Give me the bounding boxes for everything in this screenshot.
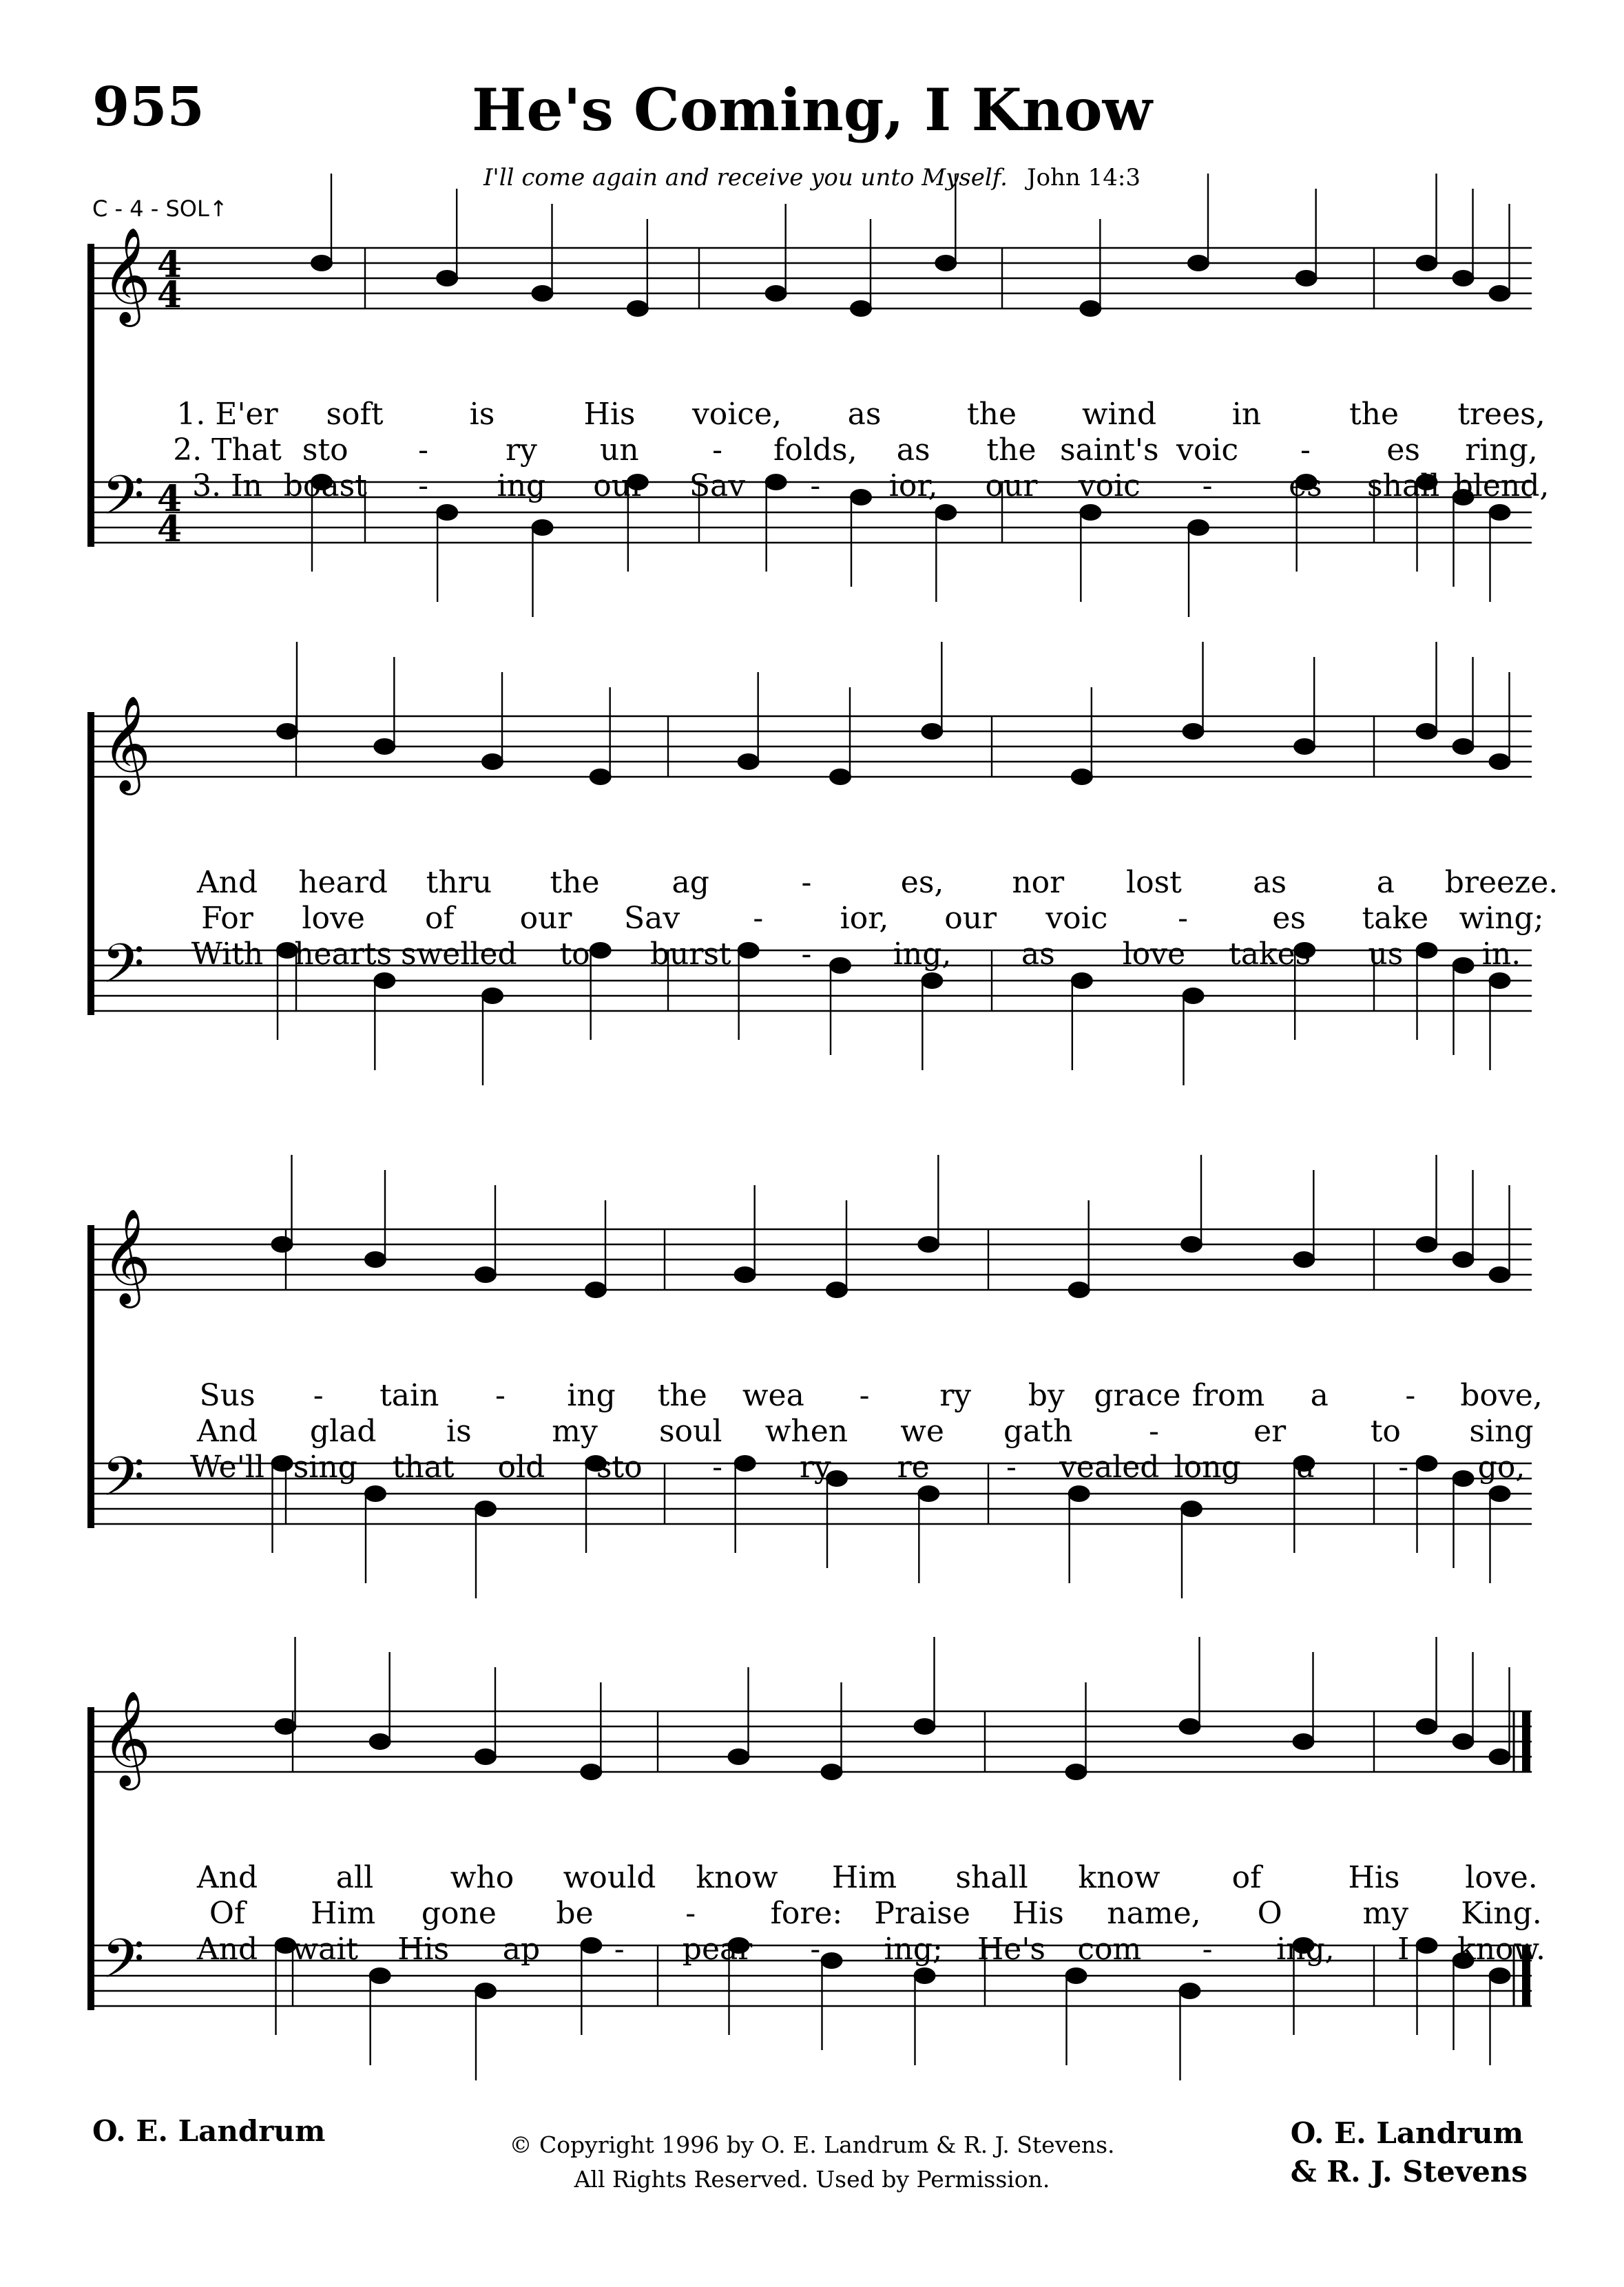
treble-note-head <box>276 723 298 740</box>
lyric-syllable: We'll <box>190 1450 264 1485</box>
lyric-syllable: wait <box>292 1932 359 1967</box>
bass-note-head <box>1065 1967 1087 1984</box>
lyric-syllable: shall <box>1367 468 1440 503</box>
bass-note-head <box>436 504 458 521</box>
treble-note-head <box>921 723 943 740</box>
lyric-syllable: ing <box>497 468 546 503</box>
bass-time-signature-top: 4 <box>157 478 183 520</box>
lyric-syllable: us <box>1368 937 1404 972</box>
lyric-syllable: - <box>1202 1932 1213 1967</box>
lyric-syllable: folds, <box>773 432 857 468</box>
lyric-syllable: go, <box>1477 1450 1526 1485</box>
lyric-syllable: O <box>1257 1896 1282 1931</box>
bass-note-head <box>1068 1485 1090 1502</box>
lyric-syllable: His <box>1012 1896 1064 1931</box>
bass-note-head <box>475 1501 497 1517</box>
lyric-syllable: by <box>1028 1378 1065 1413</box>
lyric-syllable: old <box>497 1450 545 1485</box>
treble-note-head <box>1453 270 1475 286</box>
lyric-syllable: a <box>1376 865 1395 900</box>
lyric-syllable: love <box>1122 937 1186 972</box>
treble-note-head <box>373 738 395 755</box>
treble-note-head <box>1489 753 1511 770</box>
lyric-syllable: ing, <box>893 937 952 972</box>
lyric-syllable: of <box>1231 1860 1262 1895</box>
treble-note-head <box>475 1748 497 1765</box>
treble-note-head <box>1453 738 1475 755</box>
lyric-syllable: - <box>712 432 722 468</box>
treble-note-head <box>1079 300 1101 317</box>
treble-note-head <box>1065 1764 1087 1780</box>
bass-clef-icon: 𝄢 <box>102 932 145 1009</box>
bass-note-head <box>1187 519 1209 536</box>
lyric-syllable: ring, <box>1465 432 1538 468</box>
treble-note-head <box>1489 1266 1511 1283</box>
lyric-syllable: lost <box>1126 865 1182 900</box>
lyric-syllable: gath <box>1003 1414 1073 1449</box>
lyric-syllable: is <box>446 1414 472 1449</box>
lyric-syllable: ing; <box>884 1932 943 1967</box>
lyric-syllable: Praise <box>874 1896 970 1931</box>
lyric-syllable: com <box>1077 1932 1142 1967</box>
lyric-syllable: Sav <box>689 468 746 503</box>
bass-note-head <box>917 1485 939 1502</box>
treble-note-head <box>311 255 333 271</box>
bass-note-head <box>475 1983 497 1999</box>
lyric-syllable: vealed <box>1059 1450 1160 1485</box>
treble-note-head <box>914 1718 936 1735</box>
bass-note-head <box>1489 1485 1511 1502</box>
treble-clef-icon: 𝄞 <box>102 1209 151 1304</box>
bass-note-head <box>1183 988 1205 1004</box>
lyric-syllable: ry <box>799 1450 831 1485</box>
treble-note-head <box>271 1236 293 1253</box>
treble-clef-icon: 𝄞 <box>102 696 151 791</box>
treble-note-head <box>728 1748 750 1765</box>
lyric-syllable: 3. In <box>192 468 262 503</box>
bass-note-head <box>734 1455 756 1472</box>
treble-note-head <box>734 1266 756 1283</box>
lyric-syllable: in. <box>1481 937 1521 972</box>
bass-note-head <box>1453 1470 1475 1487</box>
lyric-syllable: voice, <box>691 397 782 432</box>
treble-note-head <box>585 1282 607 1298</box>
lyric-syllable: of <box>424 901 455 936</box>
lyric-syllable: pear <box>682 1932 753 1967</box>
lyric-syllable: - <box>859 1378 870 1413</box>
lyric-syllable: as <box>896 432 930 468</box>
treble-note-head <box>1293 1251 1315 1268</box>
scripture-reference: John 14:3 <box>1026 164 1141 191</box>
lyric-syllable: the <box>986 432 1037 468</box>
lyric-syllable: be <box>556 1896 594 1931</box>
treble-note-head <box>826 1282 848 1298</box>
lyric-syllable: trees, <box>1457 397 1545 432</box>
lyric-syllable: wing; <box>1459 901 1544 936</box>
lyric-syllable: the <box>657 1378 707 1413</box>
bass-time-signature-bottom: 4 <box>157 508 183 550</box>
lyric-syllable: the <box>1349 397 1399 432</box>
bass-note-head <box>1416 1455 1438 1472</box>
bass-note-head <box>821 1952 843 1969</box>
bass-note-head <box>1179 1983 1201 1999</box>
treble-note-head <box>1295 270 1318 286</box>
lyric-syllable: from <box>1191 1378 1265 1413</box>
lyric-syllable: ing <box>567 1378 616 1413</box>
treble-note-head <box>580 1764 602 1780</box>
treble-note-head <box>738 753 760 770</box>
lyric-syllable: - <box>753 901 764 936</box>
lyric-syllable: fore: <box>770 1896 843 1931</box>
lyric-syllable: voic <box>1045 901 1108 936</box>
lyric-syllable: Of <box>209 1896 246 1931</box>
lyric-syllable: when <box>764 1414 849 1449</box>
bass-clef-icon: 𝄢 <box>102 463 145 541</box>
key-info: C - 4 - SOL↑ <box>92 196 228 222</box>
lyric-syllable: ry <box>939 1378 972 1413</box>
lyric-syllable: wea <box>742 1378 804 1413</box>
composer-credit: O. E. Landrum <box>92 2114 326 2148</box>
lyric-syllable: thru <box>426 865 492 900</box>
lyric-syllable: sto <box>596 1450 643 1485</box>
lyric-syllable: our <box>593 468 646 503</box>
lyric-syllable: ap <box>502 1932 541 1967</box>
treble-note-head <box>765 285 787 302</box>
bass-note-head <box>1489 504 1511 521</box>
treble-time-signature-top: 4 <box>157 244 183 286</box>
bass-note-head <box>829 957 851 974</box>
lyric-syllable: name, <box>1107 1896 1201 1931</box>
lyric-syllable: ior, <box>840 901 889 936</box>
lyric-syllable: takes <box>1229 937 1311 972</box>
rights-line: All Rights Reserved. Used by Permission. <box>574 2166 1050 2193</box>
lyric-syllable: es, <box>900 865 944 900</box>
treble-time-signature-bottom: 4 <box>157 274 183 316</box>
bass-note-head <box>1071 972 1093 989</box>
lyric-syllable: - <box>1202 468 1213 503</box>
lyric-syllable: take <box>1362 901 1429 936</box>
lyric-syllable: as <box>1021 937 1055 972</box>
lyric-syllable: as <box>1253 865 1287 900</box>
treble-note-head <box>821 1764 843 1780</box>
treble-note-head <box>1068 1282 1090 1298</box>
bass-note-head <box>921 972 943 989</box>
treble-note-head <box>475 1266 497 1283</box>
lyric-syllable: And <box>196 1932 258 1967</box>
lyric-syllable: re <box>897 1450 930 1485</box>
bass-note-head <box>481 988 503 1004</box>
treble-note-head <box>1453 1251 1475 1268</box>
lyric-syllable: sto <box>302 432 348 468</box>
lyric-syllable: For <box>201 901 253 936</box>
lyric-syllable: grace <box>1094 1378 1181 1413</box>
lyric-syllable: blend, <box>1453 468 1550 503</box>
lyric-syllable: - <box>685 1896 696 1931</box>
lyric-syllable: He's <box>977 1932 1045 1967</box>
lyric-syllable: the <box>966 397 1017 432</box>
treble-clef-icon: 𝄞 <box>102 1691 151 1786</box>
lyric-syllable: saint's <box>1059 432 1159 468</box>
lyric-syllable: our <box>985 468 1038 503</box>
lyric-syllable: my <box>1362 1896 1409 1931</box>
lyric-syllable: in <box>1231 397 1262 432</box>
treble-note-head <box>1416 723 1438 740</box>
lyric-syllable: I <box>1397 1932 1410 1967</box>
lyric-syllable: With <box>191 937 264 972</box>
lyric-syllable: - <box>810 1932 821 1967</box>
treble-note-head <box>1293 738 1315 755</box>
copyright-line: © Copyright 1996 by O. E. Landrum & R. J. Stevens. <box>509 2131 1115 2158</box>
lyric-syllable: - <box>1398 1450 1409 1485</box>
lyric-syllable: 2. That <box>173 432 282 468</box>
treble-note-head <box>1071 769 1093 785</box>
arranger-line-2: & R. J. Stevens <box>1290 2155 1528 2189</box>
bass-note-head <box>850 489 872 505</box>
lyric-syllable: His <box>1348 1860 1400 1895</box>
bass-note-head <box>935 504 957 521</box>
lyric-syllable: would <box>563 1860 656 1895</box>
bass-note-head <box>590 942 612 959</box>
treble-note-head <box>275 1718 297 1735</box>
treble-note-head <box>1293 1733 1315 1750</box>
lyric-syllable: - <box>495 1378 506 1413</box>
bass-note-head <box>1180 1501 1203 1517</box>
lyric-syllable: sing <box>293 1450 357 1485</box>
treble-note-head <box>1416 255 1438 271</box>
lyric-syllable: to <box>1370 1414 1401 1449</box>
bass-note-head <box>364 1485 386 1502</box>
lyric-syllable: King. <box>1461 1896 1542 1931</box>
treble-note-head <box>1180 1236 1203 1253</box>
bass-note-head <box>1416 1937 1438 1954</box>
lyric-syllable: Him <box>311 1896 376 1931</box>
lyric-syllable: that <box>392 1450 455 1485</box>
lyric-syllable: to <box>559 937 590 972</box>
lyric-syllable: soft <box>326 397 384 432</box>
lyric-syllable: - <box>1149 1414 1159 1449</box>
lyric-syllable: heard <box>298 865 388 900</box>
lyric-syllable: as <box>847 397 882 432</box>
bass-note-head <box>373 972 395 989</box>
lyric-syllable: who <box>450 1860 514 1895</box>
lyric-syllable: And <box>196 1860 258 1895</box>
treble-note-head <box>1489 285 1511 302</box>
treble-note-head <box>590 769 612 785</box>
lyric-syllable: burst <box>649 937 731 972</box>
treble-note-head <box>481 753 503 770</box>
lyric-syllable: And <box>196 1414 258 1449</box>
lyric-syllable: our <box>519 901 572 936</box>
treble-note-head <box>1187 255 1209 271</box>
bass-note-head <box>765 474 787 490</box>
treble-note-head <box>627 300 649 317</box>
treble-note-head <box>1416 1718 1438 1735</box>
scripture-quote: I'll come again and receive you unto Myself. <box>483 164 1008 191</box>
bass-note-head <box>369 1967 391 1984</box>
treble-note-head <box>1416 1236 1438 1253</box>
treble-note-head <box>532 285 554 302</box>
lyric-syllable: a <box>1310 1378 1329 1413</box>
bass-clef-icon: 𝄢 <box>102 1927 145 2004</box>
lyric-syllable: - <box>1405 1378 1416 1413</box>
lyric-syllable: know <box>1078 1860 1160 1895</box>
lyric-syllable: sing <box>1469 1414 1534 1449</box>
lyric-syllable: - <box>1006 1450 1017 1485</box>
lyric-syllable: nor <box>1012 865 1065 900</box>
lyric-syllable: His <box>583 397 636 432</box>
lyric-syllable: Sus <box>199 1378 256 1413</box>
lyric-syllable: shall <box>955 1860 1028 1895</box>
lyric-syllable: wind <box>1081 397 1157 432</box>
bass-note-head <box>1453 957 1475 974</box>
lyric-syllable: - <box>801 865 812 900</box>
arranger-credit <box>1291 2114 1528 2191</box>
lyric-syllable: the <box>550 865 600 900</box>
lyric-syllable: ing, <box>1276 1932 1335 1967</box>
treble-note-head <box>1179 1718 1201 1735</box>
lyric-syllable: ior, <box>888 468 938 503</box>
bass-note-head <box>738 942 760 959</box>
lyric-syllable: voic <box>1176 432 1239 468</box>
treble-note-head <box>369 1733 391 1750</box>
lyric-syllable: know <box>696 1860 778 1895</box>
treble-clef-icon: 𝄞 <box>102 227 151 323</box>
bass-note-head <box>580 1937 602 1954</box>
treble-note-head <box>850 300 872 317</box>
lyric-syllable: - <box>313 1378 324 1413</box>
lyric-syllable: we <box>900 1414 944 1449</box>
lyric-syllable: es <box>1386 432 1420 468</box>
lyric-syllable: And <box>196 865 258 900</box>
treble-note-head <box>829 769 851 785</box>
treble-note-head <box>364 1251 386 1268</box>
lyric-syllable: boast <box>283 468 367 503</box>
treble-note-head <box>1453 1733 1475 1750</box>
lyric-syllable: soul <box>658 1414 722 1449</box>
lyric-syllable: love <box>302 901 365 936</box>
lyric-syllable: un <box>599 432 639 468</box>
lyric-syllable: ry <box>505 432 537 468</box>
lyric-syllable: - <box>712 1450 722 1485</box>
lyric-syllable: my <box>552 1414 598 1449</box>
treble-note-head <box>935 255 957 271</box>
treble-note-head <box>917 1236 939 1253</box>
lyric-syllable: Sav <box>624 901 680 936</box>
lyric-syllable: - <box>810 468 821 503</box>
lyric-syllable: gone <box>421 1896 497 1931</box>
bass-note-head <box>1489 1967 1511 1984</box>
lyric-syllable: know. <box>1457 1932 1545 1967</box>
bass-note-head <box>914 1967 936 1984</box>
lyric-syllable: - <box>801 937 812 972</box>
lyric-syllable: Him <box>831 1860 897 1895</box>
arranger-line-1: O. E. Landrum <box>1290 2116 1524 2150</box>
lyric-syllable: our <box>944 901 997 936</box>
bass-note-head <box>1489 972 1511 989</box>
hymn-number: 955 <box>92 76 205 138</box>
lyric-syllable: hearts <box>294 937 393 972</box>
lyric-syllable: es <box>1272 901 1306 936</box>
lyric-syllable: breeze. <box>1444 865 1559 900</box>
lyric-syllable: tain <box>379 1378 439 1413</box>
lyric-syllable: love. <box>1465 1860 1538 1895</box>
lyric-syllable: glad <box>309 1414 377 1449</box>
lyric-syllable: 1. E'er <box>176 397 278 432</box>
lyric-syllable: ag <box>672 865 709 900</box>
lyric-syllable: er <box>1253 1414 1287 1449</box>
lyric-syllable: - <box>1178 901 1188 936</box>
treble-note-head <box>436 270 458 286</box>
treble-note-head <box>1489 1748 1511 1765</box>
lyric-syllable: a <box>1296 1450 1315 1485</box>
lyric-syllable: es <box>1289 468 1322 503</box>
lyric-syllable: - <box>418 432 429 468</box>
lyric-syllable: all <box>335 1860 374 1895</box>
bass-note-head <box>1416 942 1438 959</box>
lyric-syllable: bove, <box>1460 1378 1543 1413</box>
lyric-syllable: - <box>418 468 429 503</box>
treble-note-head <box>1183 723 1205 740</box>
lyric-syllable: - <box>614 1932 625 1967</box>
lyric-syllable: voic <box>1078 468 1141 503</box>
bass-note-head <box>532 519 554 536</box>
lyric-syllable: swelled <box>401 937 517 972</box>
hymn-title: He's Coming, I Know <box>472 76 1152 144</box>
bass-note-head <box>1079 504 1101 521</box>
lyric-syllable: - <box>1300 432 1311 468</box>
lyric-syllable: long <box>1174 1450 1241 1485</box>
bass-clef-icon: 𝄢 <box>102 1445 145 1522</box>
lyric-syllable: is <box>469 397 495 432</box>
bass-note-head <box>271 1455 293 1472</box>
lyric-syllable: His <box>397 1932 450 1967</box>
